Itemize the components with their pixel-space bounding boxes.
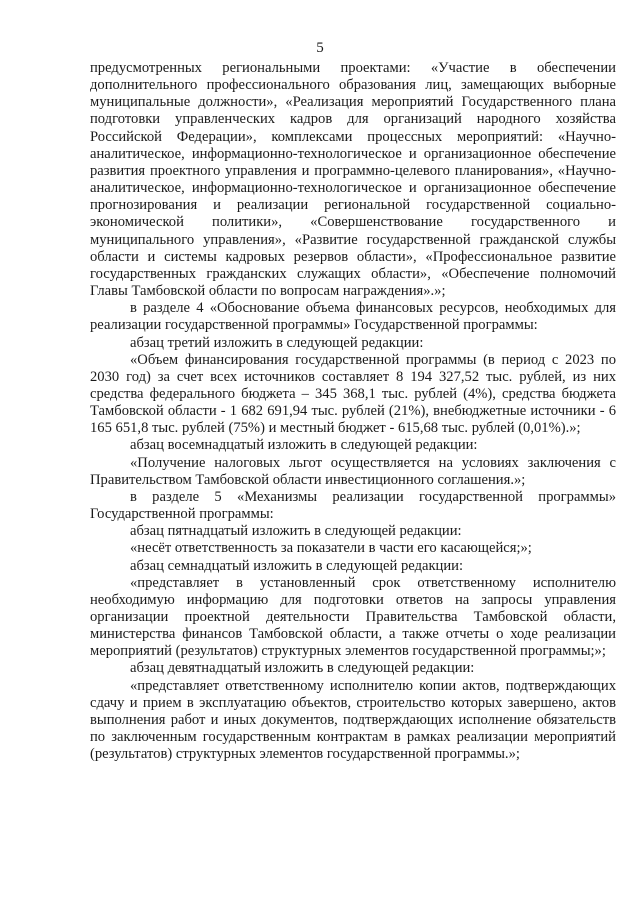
paragraph-instruction-abzac-19: абзац девятнадцатый изложить в следующей редакции: (130, 660, 475, 677)
paragraph-instruction-abzac-18: абзац восемнадцатый изложить в следующей редакции: (130, 437, 478, 454)
paragraph-section-4-heading: в разделе 4 «Обоснование объема финансовых ресурсов, необходимых для реализации государственной программы» Государственной программы: (90, 300, 616, 334)
paragraph-acts-submission: «представляет ответственному исполнителю копии актов, подтверждающих сдачу и прием в эксплуатацию объектов, строительство которых завершено, актов выполнения работ и иных документов, подтверждающих исполнение обязательств по заключенным государственным контрактам в рамках реализации мероприятий (результатов) структурных элементов государственной программы.»; (90, 677, 616, 763)
paragraph-responsibility: «несёт ответственность за показатели в части его касающейся;»; (130, 540, 532, 557)
paragraph-information-submission: «представляет в установленный срок ответственному исполнителю необходимую информацию для подготовки ответов на запросы управления организации проектной деятельности Правительства Тамбовской области, министерства финансов Тамбовской области, а также отчеты о ходе реализации мероприятий (результатов) структурных элементов государственной программы;»; (90, 574, 616, 660)
paragraph-tax-benefits: «Получение налоговых льгот осуществляется на условиях заключения с Правительством Тамбовской области инвестиционного соглашения.»; (90, 454, 616, 488)
paragraph-section-5-heading: в разделе 5 «Механизмы реализации государственной программы» Государственной программы: (90, 488, 616, 523)
paragraph-financing-volume: «Объем финансирования государственной программы (в период с 2023 по 2030 год) за счет всех источников составляет 8 194 327,52 тыс. рублей, из них средства федерального бюджета – 345 368,1 тыс. рублей (4%), средства бюджета Тамбовской области - 1 682 691,94 тыс. рублей (21%), внебюджетные источники - 6 165 651,8 тыс. рублей (75%) и местный бюджет - 615,68 тыс. рублей (0,01%).»; (90, 351, 616, 437)
paragraph-instruction-abzac-3: абзац третий изложить в следующей редакции: (130, 334, 424, 351)
page-number: 5 (316, 40, 324, 56)
paragraph-regional-projects: предусмотренных региональными проектами: «Участие в обеспечении дополнительного профессионального образования лиц, замещающих выборные муниципальные должности», «Реализация мероприятий Государственного плана подготовки управленческих кадров для организаций народного хозяйства Российской Федерации», комплексами процессных мероприятий: «Научно-аналитическое, информационно-технологическое и организационное обеспечение развития проектного управления и программно-целевого планирования», «Научно-аналитическое, информационно-технологическое и организационное обеспечение прогнозирования и реализации региональной государственной социально-экономической политики», «Совершенствование государственного и муниципального управления», «Развитие государственной гражданской службы области и системы кадровых резервов области», «Профессиональное развитие государственных гражданских служащих области», «Обеспечение полномочий Главы Тамбовской области по вопросам награждения».»; (90, 60, 616, 300)
document-body (90, 60, 616, 763)
paragraph-instruction-abzac-17: абзац семнадцатый изложить в следующей редакции: (130, 557, 464, 574)
paragraph-instruction-abzac-15: абзац пятнадцатый изложить в следующей редакции: (130, 523, 462, 540)
